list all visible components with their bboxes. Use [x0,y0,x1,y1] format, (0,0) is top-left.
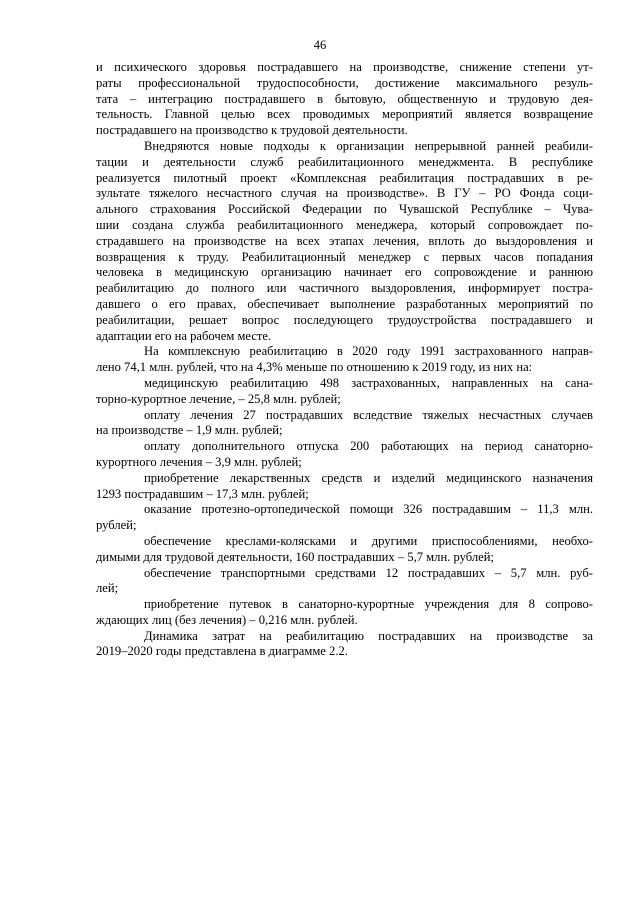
paragraph [96,408,593,440]
text-line: лей; [96,581,119,596]
text-line: 1293 пострадавшим – 17,3 млн. рублей; [96,486,309,501]
text-line: ального страхования Российской Федерации по Чувашской Республике – Чува- [96,202,593,217]
text-line: зультате тяжелого несчастного случая на производстве». В ГУ – РО Фонда соци- [96,186,593,201]
text-line: Динамика затрат на реабилитацию пострадавших на производстве за [144,628,593,643]
text-line: давшего о его правах, обеспечивает выполнение разработанных мероприятий по [96,296,593,311]
text-line: приобретение путевок в санаторно-курортные учреждения для 8 сопрово- [144,597,593,612]
text-line: димыми для трудовой деятельности, 160 пострадавших – 5,7 млн. рублей; [96,549,494,564]
text-line: ждающих лиц (без лечения) – 0,216 млн. рублей. [96,612,358,627]
text-line: лено 74,1 млн. рублей, что на 4,3% меньше по отношению к 2019 году, из них на: [96,360,533,375]
paragraph [96,471,593,503]
text-line: медицинскую реабилитацию 498 застрахованных, направленных на сана- [144,375,593,390]
paragraph [96,534,593,566]
text-line: раты профессиональной трудоспособности, достижение максимального резуль- [96,75,593,90]
text-line: оказание протезно-ортопедической помощи 326 пострадавшим – 11,3 млн. [144,502,593,517]
paragraph [96,139,593,344]
text-line: обеспечение креслами-колясками и другими приспособлениями, необхо- [144,533,593,548]
text-line: оплату дополнительного отпуска 200 работающих на период санаторно- [144,439,593,454]
paragraph [96,502,593,534]
text-line: тата – интеграцию пострадавшего в бытовую, общественную и трудовую дея- [96,91,593,106]
text-line: реабилитации, решает вопрос последующего трудоустройства пострадавшего и [96,312,593,327]
paragraph [96,60,593,139]
text-line: пострадавшего на производство к трудовой деятельности. [96,123,408,138]
paragraph [96,439,593,471]
text-line: шии создана служба реабилитационного менеджера, который сопровождает по- [96,217,593,232]
text-line: приобретение лекарственных средств и изделий медицинского назначения [144,470,593,485]
page-number: 46 [313,38,327,52]
text-line: страдавшего на производстве на всех этапах лечения, вплоть до выздоровления и [96,233,593,248]
text-line: и психического здоровья пострадавшего на производстве, снижение степени ут- [96,60,593,74]
text-line: реализуется пилотный проект «Комплексная реабилитация пострадавших в ре- [96,170,593,185]
text-line: тельность. Главной целью всех проводимых мероприятий является возвращение [96,107,593,122]
text-line: обеспечение транспортными средствами 12 пострадавших – 5,7 млн. руб- [144,565,593,580]
text-line: рублей; [96,518,137,533]
text-line: курортного лечения – 3,9 млн. рублей; [96,454,302,469]
paragraph [96,629,593,661]
text-line: на производстве – 1,9 млн. рублей; [96,423,283,438]
text-line: торно-курортное лечение, – 25,8 млн. рублей; [96,391,341,406]
paragraph [96,376,593,408]
text-line: адаптации его на рабочем месте. [96,328,272,343]
text-line: оплату лечения 27 пострадавших вследствие тяжелых несчастных случаев [144,407,593,422]
paragraph [96,566,593,598]
body-text [96,60,593,660]
paragraph [96,344,593,376]
text-line: На комплексную реабилитацию в 2020 году 1991 застрахованного направ- [144,344,593,359]
text-line: Внедряются новые подходы к организации непрерывной ранней реабили- [144,138,593,153]
text-line: человека в медицинскую организацию начинает его сопровождение и раннюю [96,265,593,280]
text-line: возвращения к труду. Реабилитационный менеджер с первых часов попадания [96,249,593,264]
text-line: тации и деятельности служб реабилитационного менеджмента. В республике [96,154,593,169]
text-line: реабилитацию до полного или частичного выздоровления, информирует постра- [96,281,593,296]
paragraph [96,597,593,629]
text-line: 2019–2020 годы представлена в диаграмме 2.2. [96,644,348,659]
